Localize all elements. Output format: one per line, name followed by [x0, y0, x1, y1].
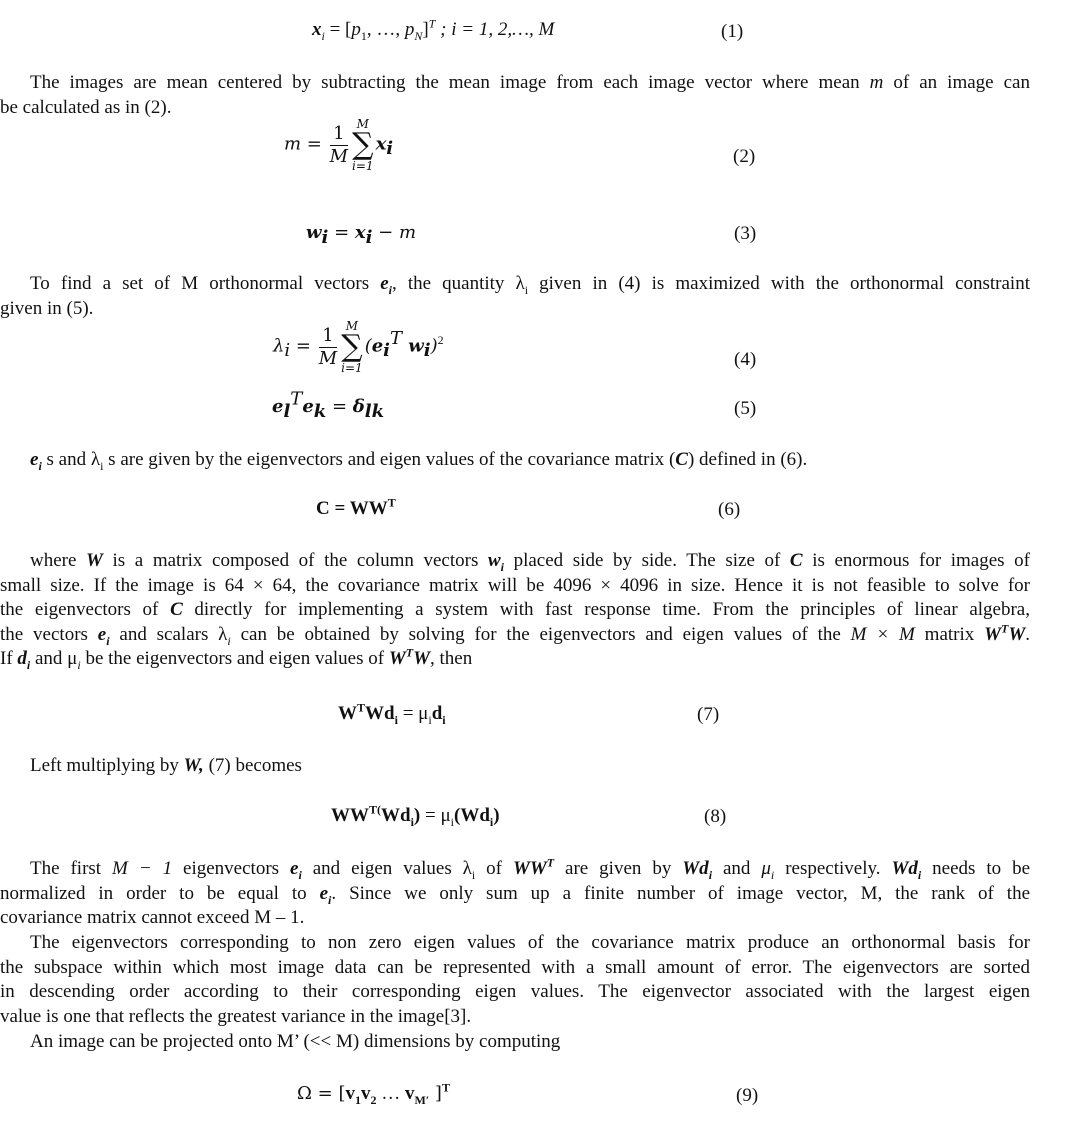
equation-number-1: (1) — [721, 21, 744, 42]
equation-number-8: (8) — [704, 806, 727, 827]
text-line: be calculated as in (2). — [0, 96, 172, 118]
equation-2: m = $\frac{1}{M}$ M ∑ i=1 $x_i$ — [284, 117, 394, 173]
paragraph-mean-centering — [0, 71, 1030, 120]
equation-9: $\Omega = [v_1v_2$ … $v_{M'}$ ]$^T$ — [297, 1080, 450, 1107]
text-line: normalized in order to be equal to $e_i$. Since we only sum up a finite number of image vector, M, the rank of the — [0, 882, 1030, 907]
text-line: given in (5). — [0, 297, 94, 319]
equation-number-6: (6) — [718, 499, 741, 520]
equation-6: $C = WW^T$ — [316, 495, 396, 519]
text-line: small size. If the image is 64 × 64, the covariance matrix will be 4096 × 4096 in size. Hence it is not feasible to solve for — [0, 574, 1030, 596]
text-line: the eigenvectors of C directly for implementing a system with fast response time. From the principles of linear algebra, — [0, 599, 1030, 621]
text-line: in descending order according to their corresponding eigen values. The eigenvector associated with the largest eigen — [0, 981, 1030, 1003]
text-line: The eigenvectors corresponding to non zero eigen values of the covariance matrix produce an orthonormal basis for — [30, 932, 1030, 953]
text-line: The images are mean centered by subtracting the mean image from each image vector where mean m of an image can — [30, 72, 1030, 93]
text-line: If $d_i$ and $\mu_i$ be the eigenvectors and eigen values of $W^TW$, then — [0, 646, 473, 673]
equation-number-2: (2) — [733, 146, 756, 167]
text-line: the subspace within which most image data can be represented with a small amount of error. The eigenvectors are sorted — [0, 956, 1030, 978]
equation-8: $WW^{T(}Wd_i) = \mu_i(Wd_i)$ — [331, 802, 500, 829]
equation-number-4: (4) — [734, 349, 757, 370]
text-line: where W is a matrix composed of the column vectors $w_i$ placed side by side. The size of C is enormous for images of — [30, 550, 1030, 574]
equation-7: $W^TWd_i = \mu_id_i$ — [338, 700, 446, 727]
equation-4: $\lambda_i$ = $\frac{1}{M}$ M ∑ i=1 ($e_i^T$ $w_i)^2$ — [273, 319, 444, 375]
paragraph-left-multiplying: Left multiplying by W, (7) becomes — [30, 755, 302, 776]
text-line: To find a set of M orthonormal vectors $e_i$, the quantity $\lambda_i$ given in (4) is maximized with the orthonormal constraint — [30, 273, 1030, 297]
text-line: The first M − 1 eigenvectors $e_i$ and eigen values $\lambda_i$ of $WW^T$ are given by $Wd_i$ and $\mu_i$ respectively. $Wd_i$ needs to be — [30, 855, 1031, 882]
fraction: $\frac{1}{M}$ — [318, 324, 338, 369]
paragraph-first-eigenvectors — [0, 857, 1030, 931]
summation: M ∑ i=1 — [352, 117, 374, 173]
summation: M ∑ i=1 — [341, 319, 363, 375]
paragraph-projection: An image can be projected onto M’ (<< M) dimensions by computing — [30, 1031, 561, 1052]
paragraph-nonzero-eigenvalues — [0, 931, 1030, 1029]
equation-number-5: (5) — [734, 398, 757, 419]
equation-3: $w_i = x_i - m$ — [306, 222, 417, 248]
paragraph-covariance: $e_i$ s and $\lambda_i$ s are given by the eigenvectors and eigen values of the covariance matrix (C) defined in (6). — [30, 449, 808, 473]
text-line: the vectors $e_i$ and scalars $\lambda_i$ can be obtained by solving for the eigenvectors and eigen values of the M × M matrix $W^TW$. — [0, 621, 1031, 648]
fraction: $\frac{1}{M}$ — [329, 122, 349, 167]
equation-number-3: (3) — [734, 223, 757, 244]
text-line: value is one that reflects the greatest variance in the image[3]. — [0, 1005, 472, 1027]
text-line: covariance matrix cannot exceed M – 1. — [0, 907, 305, 929]
equation-1: $x_i = [p_1$, …, $p_N]^T$ ; i = 1, 2,…, M — [312, 16, 555, 43]
paragraph-orthonormal — [0, 272, 1030, 321]
equation-number-9: (9) — [736, 1085, 759, 1106]
paragraph-matrix-w — [0, 549, 1030, 672]
equation-number-7: (7) — [697, 704, 720, 725]
equation-5: $e_l^Te_k = \delta_{lk}$ — [272, 388, 385, 422]
